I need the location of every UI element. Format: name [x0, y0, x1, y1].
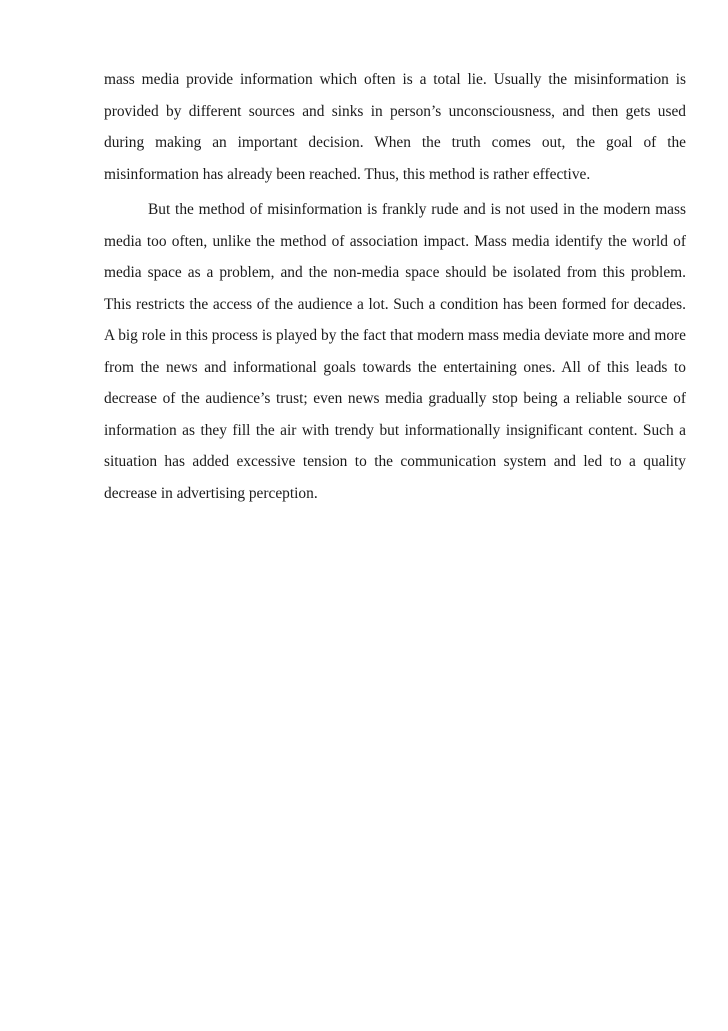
body-text [104, 64, 686, 509]
paragraph-1: mass media provide information which often is a total lie. Usually the misinformation is provided by different sources and sinks in person’s unconsciousness, and then gets used during making an important decision. When the truth comes out, the goal of the misinformation has already been reached. Thus, this method is rather effective. [104, 71, 686, 183]
paragraph-2: But the method of misinformation is frankly rude and is not used in the modern mass media too often, unlike the method of association impact. Mass media identify the world of media space as a problem, and the non-media space should be isolated from this problem. This restricts the access of the audience a lot. Such a condition has been formed for decades. A big role in this process is played by the fact that modern mass media deviate more and more from the news and informational goals towards the entertaining ones. All of this leads to decrease of the audience’s trust; even news media gradually stop being a reliable source of information as they fill the air with trendy but informationally insignificant content. Such a situation has added excessive tension to the communication system and led to a quality decrease in advertising perception. [104, 201, 686, 502]
